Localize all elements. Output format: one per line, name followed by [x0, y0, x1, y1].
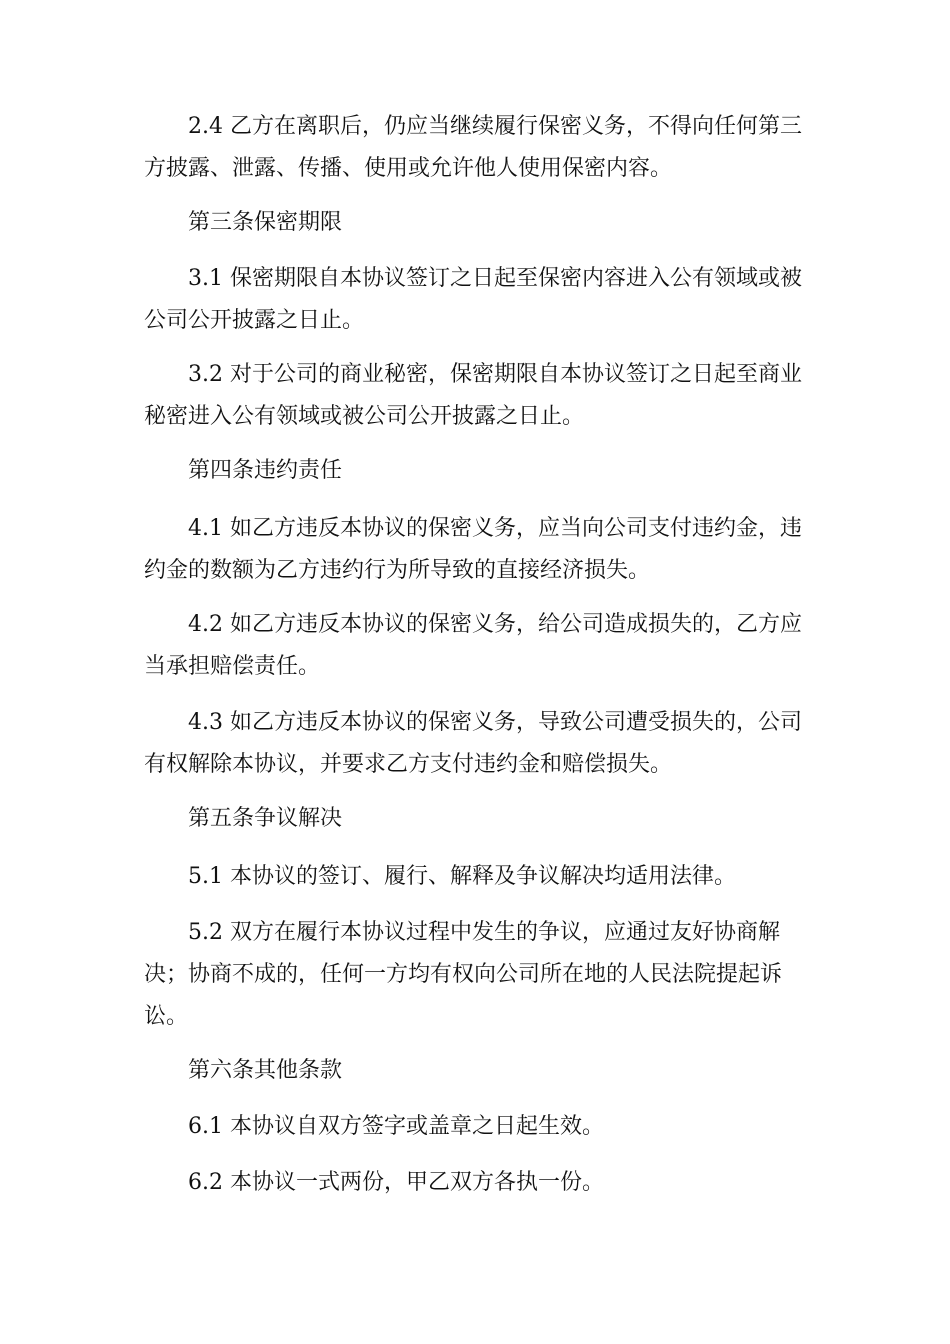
- paragraph-4-2: 4.2 如乙方违反本协议的保密义务，给公司造成损失的，乙方应当承担赔偿责任。: [144, 612, 802, 679]
- heading-article-4: 第四条违约责任: [188, 458, 343, 483]
- paragraph-6-1: 6.1 本协议自双方签字或盖章之日起生效。: [188, 1114, 604, 1139]
- paragraph-3-2: 3.2 对于公司的商业秘密，保密期限自本协议签订之日起至商业秘密进入公有领域或被公司公开披露之日止。: [144, 362, 802, 429]
- paragraph-2-4: 2.4 乙方在离职后，仍应当继续履行保密义务，不得向任何第三方披露、泄露、传播、使用或允许他人使用保密内容。: [144, 114, 802, 181]
- paragraph-5-1: 5.1 本协议的签订、履行、解释及争议解决均适用法律。: [188, 864, 736, 889]
- heading-article-6: 第六条其他条款: [188, 1058, 343, 1083]
- paragraph-6-2: 6.2 本协议一式两份，甲乙双方各执一份。: [188, 1170, 604, 1195]
- paragraph-3-1: 3.1 保密期限自本协议签订之日起至保密内容进入公有领域或被公司公开披露之日止。: [144, 266, 802, 333]
- heading-article-3: 第三条保密期限: [188, 210, 343, 235]
- paragraph-5-2: 5.2 双方在履行本协议过程中发生的争议，应通过友好协商解决；协商不成的，任何一方均有权向公司所在地的人民法院提起诉讼。: [144, 920, 783, 1029]
- heading-article-5: 第五条争议解决: [188, 806, 343, 831]
- paragraph-4-3: 4.3 如乙方违反本协议的保密义务，导致公司遭受损失的，公司有权解除本协议，并要求乙方支付违约金和赔偿损失。: [144, 710, 802, 777]
- paragraph-4-1: 4.1 如乙方违反本协议的保密义务，应当向公司支付违约金，违约金的数额为乙方违约行为所导致的直接经济损失。: [144, 516, 802, 583]
